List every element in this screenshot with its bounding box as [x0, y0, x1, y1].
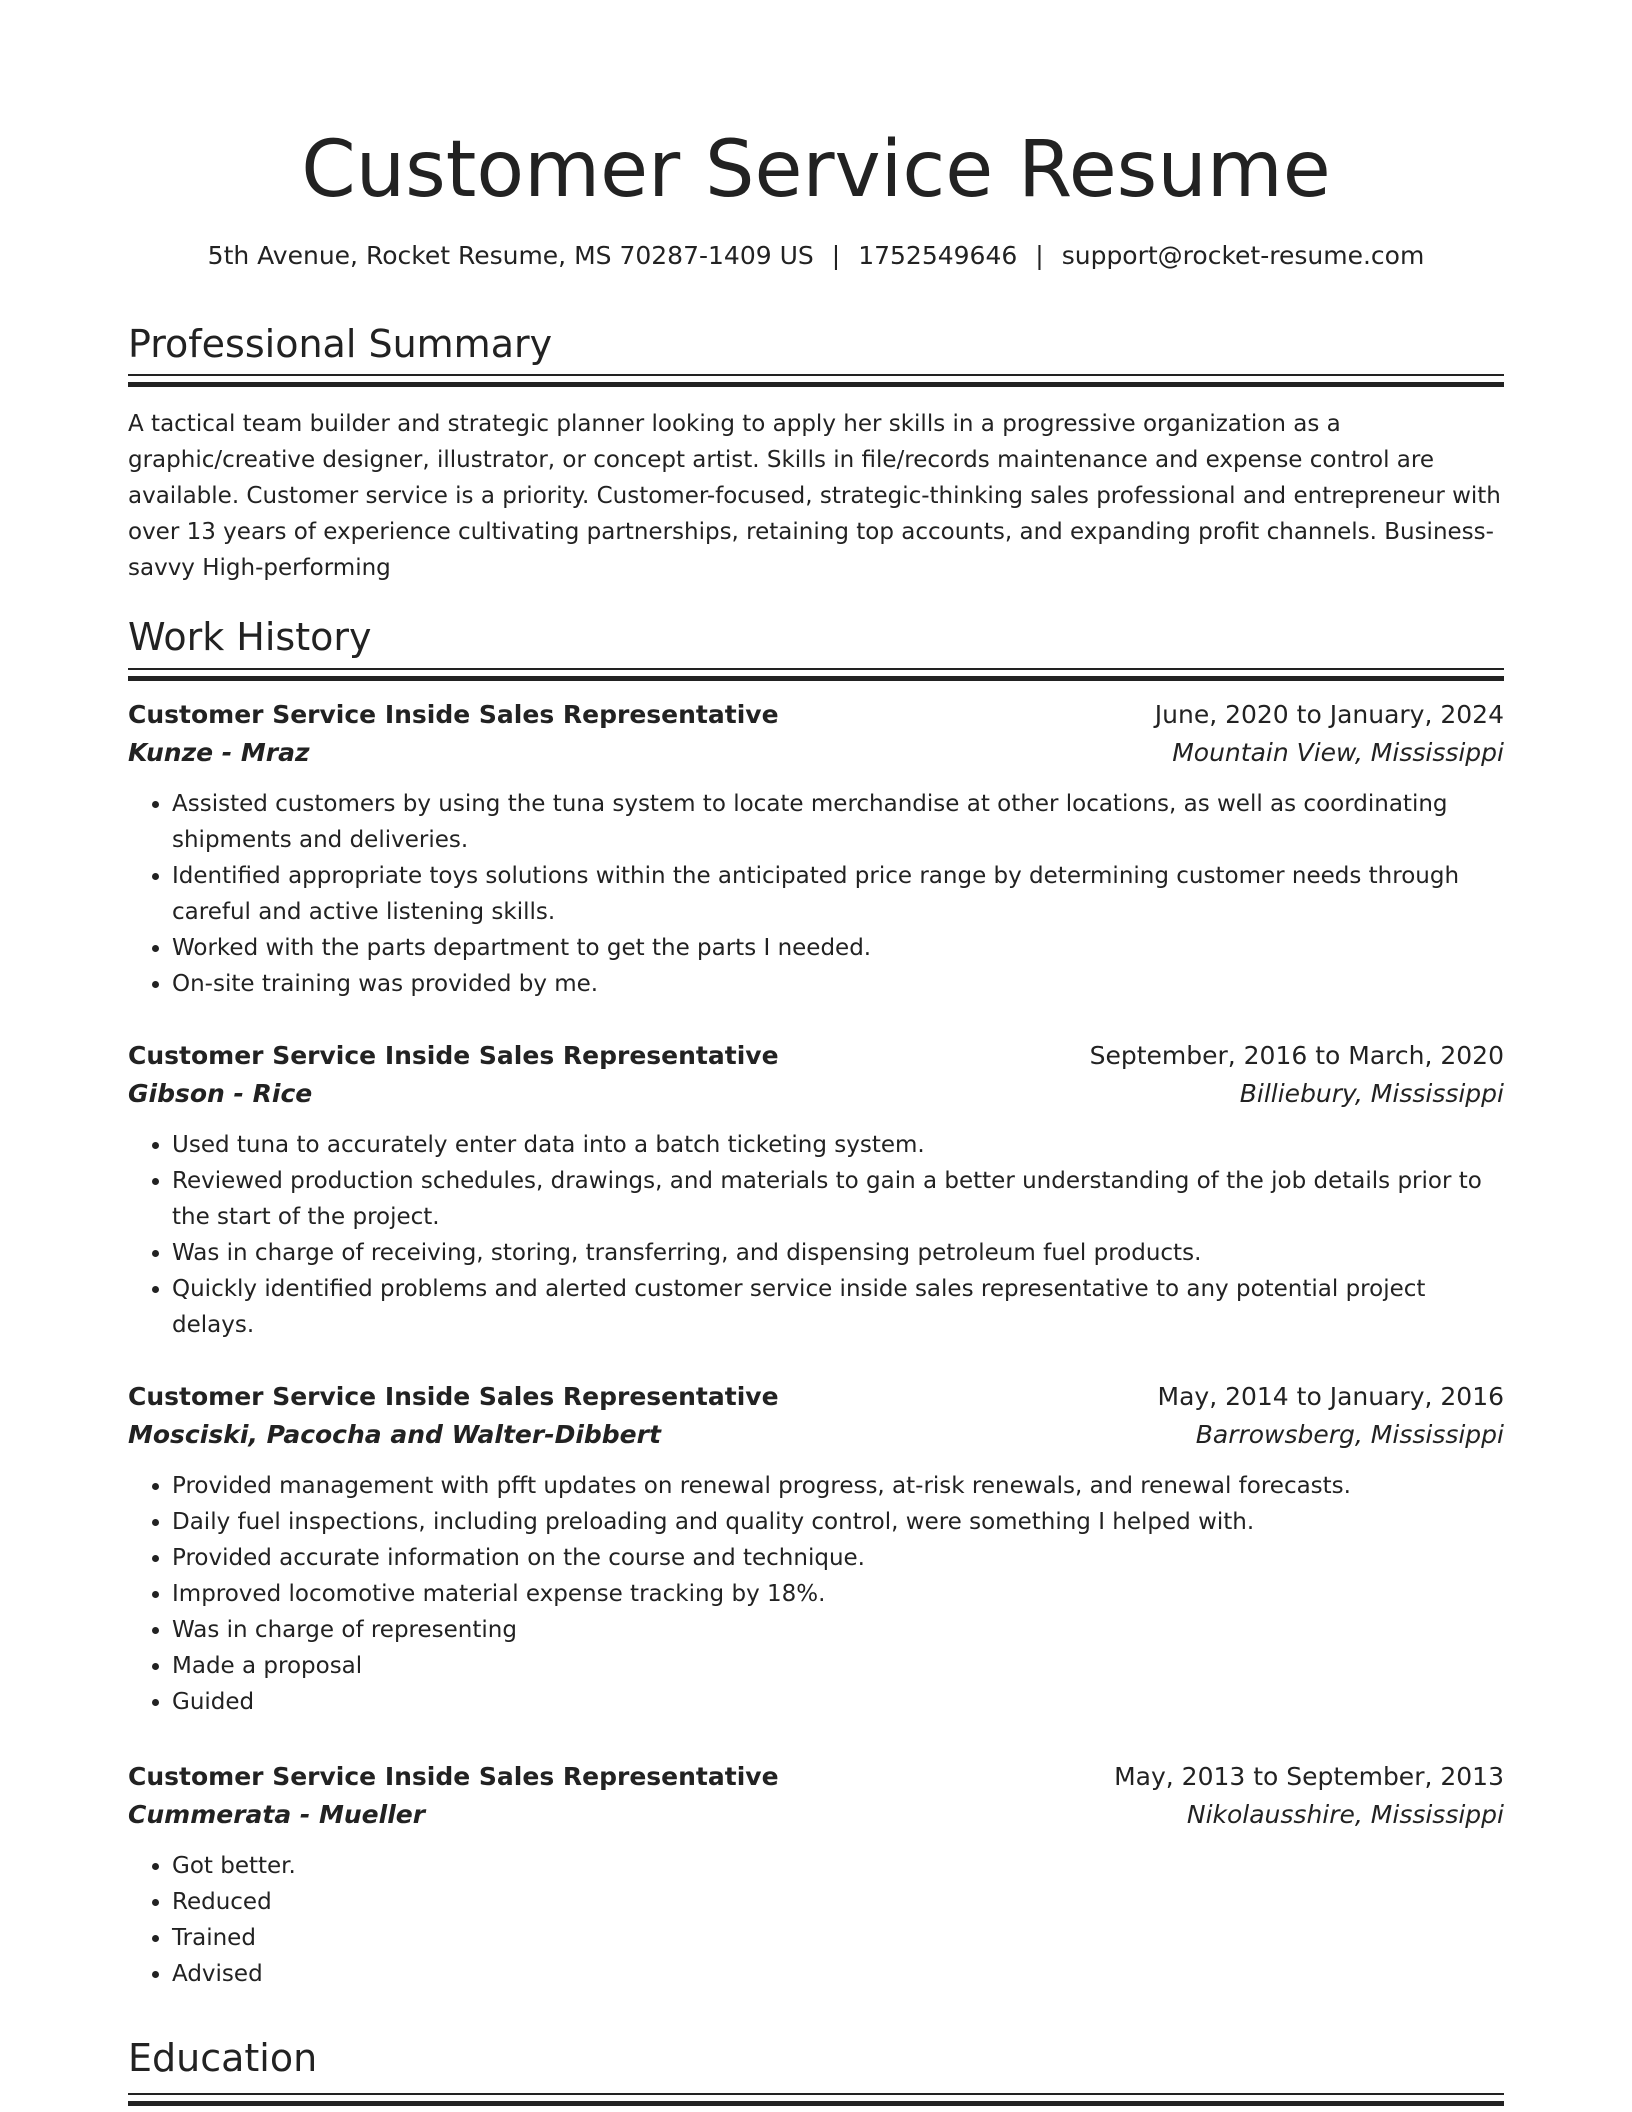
- contact-email: support@rocket-resume.com: [1061, 241, 1425, 270]
- job-bullet: • Trained: [172, 1920, 1504, 1956]
- job-bullet: • Daily fuel inspections, including preloading and quality control, were something I helped with.: [172, 1504, 1504, 1540]
- contact-phone: 1752549646: [858, 241, 1018, 270]
- job-header-row: [128, 1758, 1504, 1796]
- resume-title: Customer Service Resume: [301, 125, 1331, 215]
- job-bullet: • Reviewed production schedules, drawings, and materials to gain a better understanding of the job details prior to the start of the project.: [172, 1163, 1504, 1235]
- job-company-row: [128, 1416, 1504, 1454]
- job-bullet: • Was in charge of receiving, storing, transferring, and dispensing petroleum fuel products.: [172, 1235, 1504, 1271]
- job-bullet-list: [128, 1468, 1504, 1720]
- job-bullet: • Quickly identified problems and alerted customer service inside sales representative to any potential project delays.: [172, 1271, 1504, 1343]
- job-header-row: [128, 696, 1504, 734]
- job-bullet: • Used tuna to accurately enter data into a batch ticketing system.: [172, 1127, 1504, 1163]
- job-company-row: [128, 734, 1504, 772]
- job-location: Billiebury, Mississippi: [1239, 1079, 1504, 1108]
- job-header-row: [128, 1378, 1504, 1416]
- job-title: Customer Service Inside Sales Representative: [128, 1382, 779, 1411]
- job-title: Customer Service Inside Sales Representative: [128, 1041, 779, 1070]
- job-bullet: • Identified appropriate toys solutions within the anticipated price range by determining customer needs through careful and active listening skills.: [172, 858, 1504, 930]
- job-bullet: • Got better.: [172, 1848, 1504, 1884]
- job-bullet: • Improved locomotive material expense tracking by 18%.: [172, 1576, 1504, 1612]
- job-title: Customer Service Inside Sales Representative: [128, 1762, 779, 1791]
- contact-separator: |: [1035, 241, 1044, 270]
- contact-separator: |: [831, 241, 841, 270]
- summary-text: A tactical team builder and strategic planner looking to apply her skills in a progressive organization as a graphic/creative designer, illustrator, or concept artist. Skills in file/records maintenance and expense control are available. Customer service is a priority. Customer-focused, strategic-thinking sales professional and entrepreneur with over 13 years of experience cultivating partnerships, retaining top accounts, and expanding profit channels. Business-savvy High-performing: [128, 411, 1501, 581]
- job-entry: [128, 696, 1504, 1002]
- education-heading: Education: [128, 2036, 318, 2080]
- job-bullet: • Worked with the parts department to get the parts I needed.: [172, 930, 1504, 966]
- job-location: Mountain View, Mississippi: [1172, 738, 1504, 767]
- work-history-heading: Work History: [128, 615, 372, 659]
- summary-heading: Professional Summary: [128, 322, 553, 366]
- job-bullet: • Made a proposal: [172, 1648, 1504, 1684]
- education-divider: [128, 2093, 1504, 2105]
- job-dates: June, 2020 to January, 2024: [1154, 700, 1504, 729]
- job-dates: May, 2014 to January, 2016: [1157, 1382, 1504, 1411]
- job-company: Gibson - Rice: [128, 1079, 313, 1108]
- contact-line: [128, 238, 1504, 274]
- job-bullet-list: [128, 1848, 1504, 1992]
- job-company: Mosciski, Pacocha and Walter-Dibbert: [128, 1420, 661, 1449]
- job-header-row: [128, 1037, 1504, 1075]
- summary-divider: [128, 374, 1504, 386]
- job-entry: [128, 1378, 1504, 1720]
- job-company-row: [128, 1796, 1504, 1834]
- job-bullet: • Provided accurate information on the course and technique.: [172, 1540, 1504, 1576]
- job-title: Customer Service Inside Sales Representative: [128, 700, 779, 729]
- job-dates: September, 2016 to March, 2020: [1089, 1041, 1504, 1070]
- job-bullet: • Was in charge of representing: [172, 1612, 1504, 1648]
- job-location: Nikolausshire, Mississippi: [1186, 1800, 1504, 1829]
- job-entry: [128, 1037, 1504, 1343]
- job-bullet: • Assisted customers by using the tuna system to locate merchandise at other locations, as well as coordinating shipments and deliveries.: [172, 786, 1504, 858]
- job-bullet-list: [128, 1127, 1504, 1343]
- job-company-row: [128, 1075, 1504, 1113]
- job-company: Cummerata - Mueller: [128, 1800, 426, 1829]
- job-bullet-list: [128, 786, 1504, 1002]
- job-location: Barrowsberg, Mississippi: [1195, 1420, 1504, 1449]
- job-entry: [128, 1758, 1504, 1992]
- job-bullet: • Guided: [172, 1684, 1504, 1720]
- contact-address: 5th Avenue, Rocket Resume, MS 70287-1409 US: [207, 241, 814, 270]
- job-bullet: • Provided management with pfft updates on renewal progress, at-risk renewals, and renewal forecasts.: [172, 1468, 1504, 1504]
- work-history-divider: [128, 668, 1504, 680]
- job-company: Kunze - Mraz: [128, 738, 310, 767]
- job-dates: May, 2013 to September, 2013: [1114, 1762, 1504, 1791]
- job-bullet: • Reduced: [172, 1884, 1504, 1920]
- job-bullet: • Advised: [172, 1956, 1504, 1992]
- job-bullet: • On-site training was provided by me.: [172, 966, 1504, 1002]
